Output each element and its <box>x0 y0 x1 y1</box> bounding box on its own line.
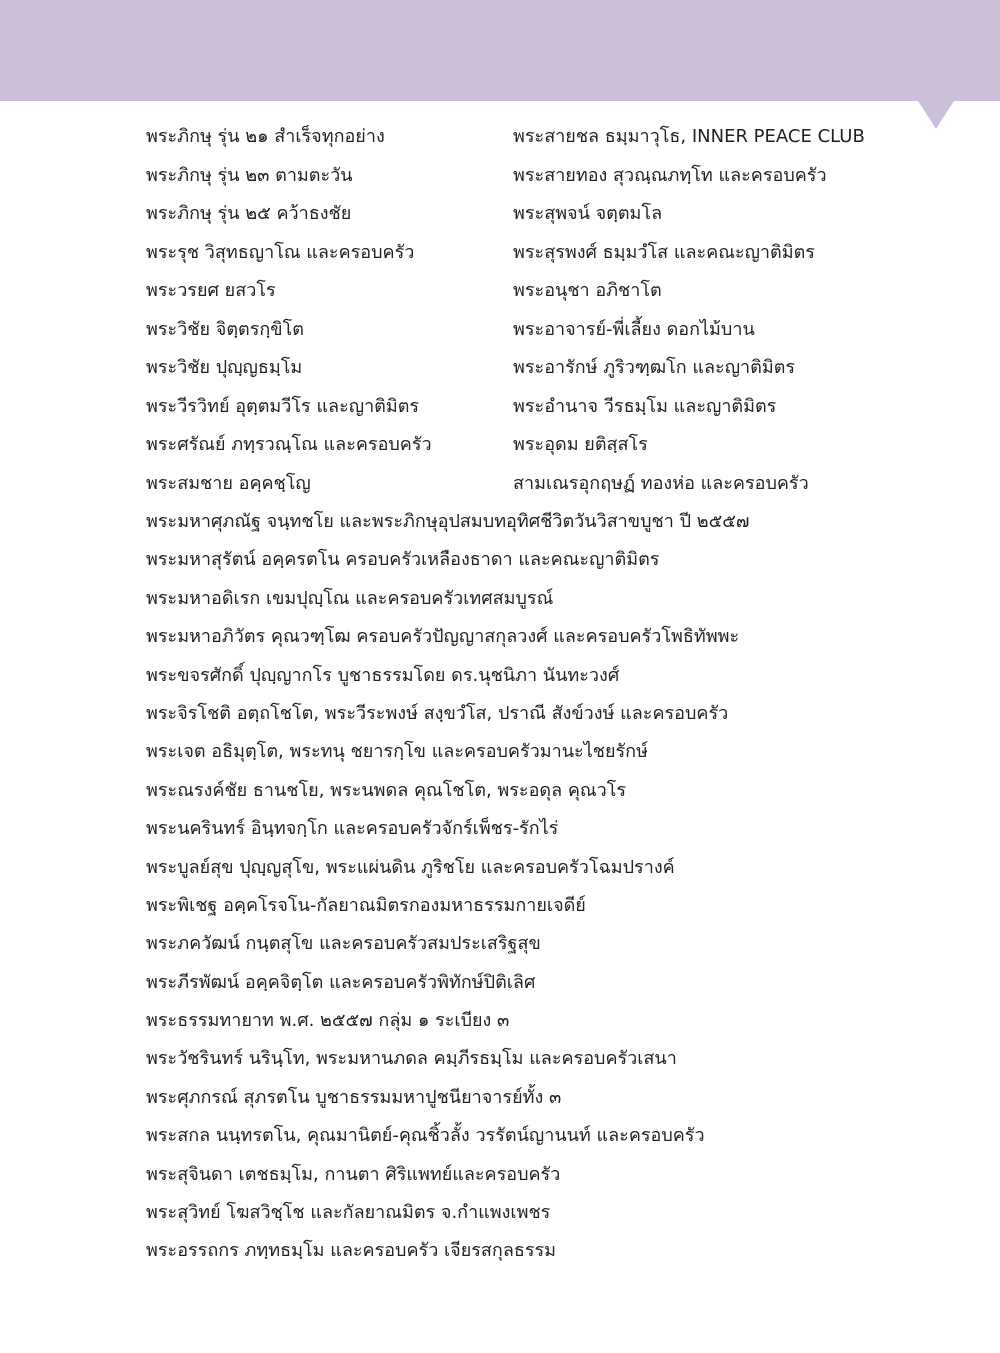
list-item: พระอาจารย์-พี่เลี้ยง ดอกไม้บาน <box>513 318 755 340</box>
list-item: พระวีรวิทย์ อุตฺตมวีโร และญาติมิตร <box>146 395 420 417</box>
list-item: พระสุวิทย์ โฆสวิชฺโช และกัลยาณมิตร จ.กำแพงเพชร <box>146 1202 551 1224</box>
list-item: พระสุรพงศ์ ธมฺมวํโส และคณะญาติมิตร <box>513 241 815 263</box>
full-width-name-list <box>146 503 936 1271</box>
list-item: พระสายชล ธมฺมาวุโธ, INNER PEACE CLUB <box>513 126 865 147</box>
list-item: พระนครินทร์ อินฺทจกฺโก และครอบครัวจักร์เพ็ชร-รักไร่ <box>146 818 559 840</box>
list-item: พระอนุชา อภิชาโต <box>513 280 662 301</box>
header-notch <box>918 101 954 129</box>
list-item: พระอุดม ยติสฺสโร <box>513 434 648 455</box>
list-item: พระวัชรินทร์ นรินฺโท, พระมหานภดล คมฺภีรธมฺโม และครอบครัวเสนา <box>146 1048 677 1070</box>
list-item: พระภิกษุ รุ่น ๒๓ ตามตะวัน <box>146 164 353 186</box>
list-item: พระภิกษุ รุ่น ๒๑ สำเร็จทุกอย่าง <box>146 126 385 147</box>
list-item: พระเจต อธิมุตฺโต, พระทนุ ชยารกฺโข และครอบครัวมานะไชยรักษ์ <box>146 741 648 763</box>
list-item: พระขจรศักดิ์ ปุญฺญากโร บูชาธรรมโดย ดร.นุชนิภา นันทะวงศ์ <box>146 664 620 686</box>
list-item: พระอรรถกร ภทฺทธมฺโม และครอบครัว เจียรสกุลธรรม <box>146 1240 557 1262</box>
list-item: พระมหาอดิเรก เขมปุญฺโณ และครอบครัวเทศสมบูรณ์ <box>146 587 554 609</box>
list-item: พระสุจินดา เตชธมฺโม, กานตา ศิริแพทย์และครอบครัว <box>146 1163 561 1185</box>
list-item: พระภีรพัฒน์ อคฺคจิตฺโต และครอบครัวพิทักษ์ปิติเลิศ <box>146 971 536 993</box>
list-item: พระสายทอง สุวณฺณภทฺโท และครอบครัว <box>513 164 827 186</box>
list-item: พระมหาศุภณัฐ จนฺทชโย และพระภิกษุอุปสมบทอุทิศชีวิตวันวิสาขบูชา ปี ๒๕๕๗ <box>146 511 750 532</box>
list-item: พระภิกษุ รุ่น ๒๕ คว้าธงชัย <box>146 203 352 224</box>
list-item: พระจิรโชติ อตฺถโชโต, พระวีระพงษ์ สงฺขวํโส, ปราณี สังข์วงษ์ และครอบครัว <box>146 702 729 724</box>
list-item: พระภควัฒน์ กนฺตสุโข และครอบครัวสมประเสริฐสุข <box>146 933 541 955</box>
list-item: พระอำนาจ วีรธมฺโม และญาติมิตร <box>513 395 777 417</box>
list-item: พระวิชัย จิตฺตรกฺขิโต <box>146 318 304 340</box>
list-item: พระศุภกรณ์ สุภรตโน บูชาธรรมมหาปูชนียาจารย์ทั้ง ๓ <box>146 1086 562 1108</box>
list-item: พระศรัณย์ ภทฺรวณฺโณ และครอบครัว <box>146 434 432 455</box>
list-item: สามเณรอุกฤษฏ์ ทองห่อ และครอบครัว <box>513 472 809 494</box>
header-band <box>0 0 1000 101</box>
list-item: พระวรยศ ยสวโร <box>146 280 276 301</box>
two-column-name-list <box>146 118 906 503</box>
list-item: พระณรงค์ชัย ธานชโย, พระนพดล คุณโชโต, พระอดุล คุณวโร <box>146 779 627 801</box>
list-item: พระมหาสุรัตน์ อคฺครตโน ครอบครัวเหลืองธาดา และคณะญาติมิตร <box>146 549 660 571</box>
list-item: พระมหาอภิวัตร คุณวฑฺโฒ ครอบครัวปัญญาสกุลวงศ์ และครอบครัวโพธิทัพพะ <box>146 626 740 648</box>
list-item: พระบูลย์สุข ปุญฺญสุโข, พระแผ่นดิน ภูริชโย และครอบครัวโฉมปรางค์ <box>146 856 675 878</box>
list-item: พระสมชาย อคฺคชฺโญ <box>146 472 311 494</box>
list-item: พระสกล นนฺทรตโน, คุณมานิตย์-คุณชิ้วลั้ง วรรัตน์ญานนท์ และครอบครัว <box>146 1125 705 1147</box>
list-item: พระธรรมทายาท พ.ศ. ๒๕๕๗ กลุ่ม ๑ ระเบียง ๓ <box>146 1010 510 1032</box>
list-item: พระอารักษ์ ภูริวฑฺฒโก และญาติมิตร <box>513 357 796 378</box>
list-item: พระรุช วิสุทธญาโณ และครอบครัว <box>146 241 415 263</box>
list-item: พระสุพจน์ จตฺตมโล <box>513 203 663 224</box>
list-item: พระพิเชฐ อคฺคโรจโน-กัลยาณมิตรกองมหาธรรมกายเจดีย์ <box>146 894 586 916</box>
list-item: พระวิชัย ปุญฺญธมฺโม <box>146 357 303 378</box>
